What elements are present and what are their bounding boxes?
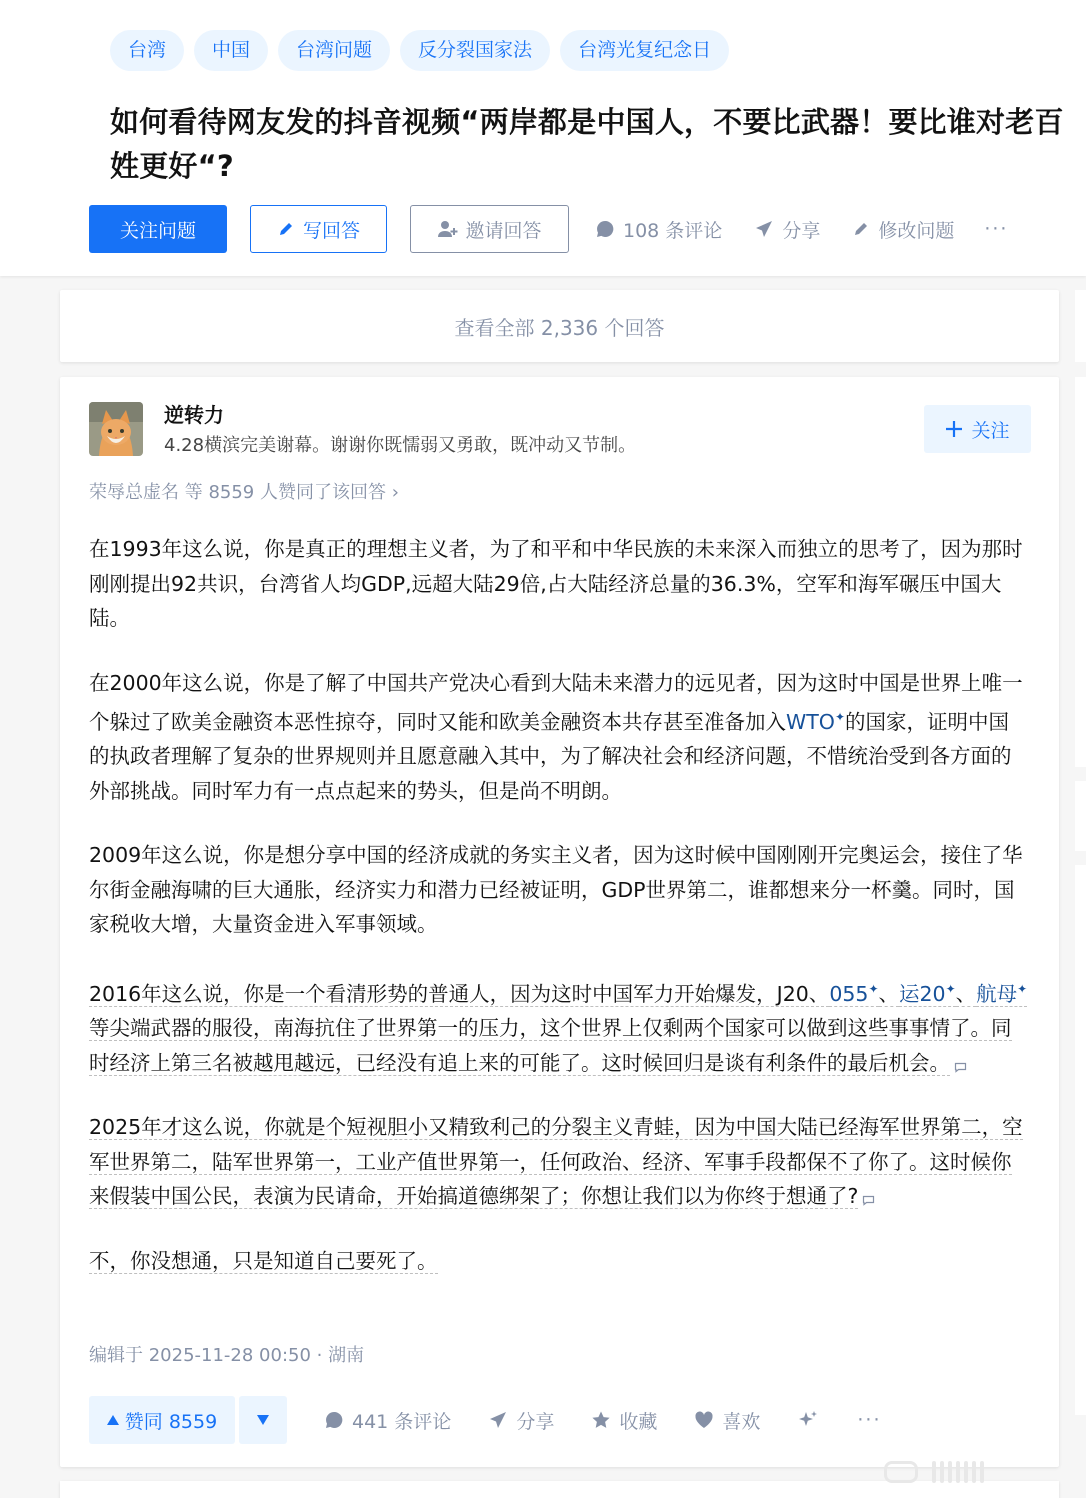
topic-tag[interactable]: 台湾 <box>110 30 184 71</box>
question-share-button[interactable] <box>754 216 820 243</box>
answer-comments-label: 441 条评论 <box>352 1410 452 1433</box>
edit-question-label: 修改问题 <box>878 219 955 242</box>
question-comments-label: 108 条评论 <box>623 219 723 242</box>
answer-comments-button[interactable] <box>324 1407 451 1434</box>
follow-author-button[interactable] <box>924 405 1031 453</box>
triangle-up-icon <box>107 1415 119 1425</box>
sparkle-icon: ✦ <box>945 981 956 996</box>
question-header <box>0 0 1086 276</box>
answer-text: 的国家，证明中国的执政者理解了复杂的世界规则并且愿意融入其中，为了解决社会和经济问题，不惜统治受到各方面的外部挑战。同时军力有一点点起来的势头，但是尚不明朗。 <box>89 709 1012 803</box>
answer-content <box>89 532 1029 1308</box>
heart-icon <box>694 1410 714 1430</box>
follow-question-button[interactable] <box>89 205 227 253</box>
question-actions <box>89 205 1008 253</box>
view-all-answers-button[interactable] <box>60 290 1059 362</box>
avatar[interactable] <box>89 402 143 456</box>
keyword-link-text: 运20 <box>899 981 946 1006</box>
upvote-button[interactable] <box>89 1396 235 1444</box>
sidebar-card-edge <box>1075 290 1086 362</box>
edited-timestamp[interactable]: 编辑于 2025-11-28 00:50 · 湖南 <box>89 1345 365 1366</box>
comment-icon <box>324 1410 344 1430</box>
answer-share-label: 分享 <box>516 1410 555 1433</box>
share-icon <box>754 219 774 239</box>
invite-answer-label: 邀请回答 <box>465 219 542 242</box>
inline-comment-icon[interactable] <box>954 1062 967 1073</box>
answer-text: 2016年这么说，你是一个看清形势的普通人，因为这时中国军力开始爆发，J20、 <box>89 981 830 1006</box>
answer-paragraph <box>89 972 1029 1080</box>
write-answer-label: 写回答 <box>302 219 360 242</box>
topic-tag[interactable]: 中国 <box>194 30 268 71</box>
watermark-bars <box>932 1461 984 1483</box>
answer-text: 、 <box>955 981 977 1006</box>
invite-icon <box>437 219 459 239</box>
plus-icon <box>945 420 963 438</box>
triangle-down-icon <box>257 1415 269 1425</box>
inline-comment-icon[interactable] <box>862 1195 875 1206</box>
topic-tag[interactable]: 台湾光复纪念日 <box>560 30 729 71</box>
follow-question-label: 关注问题 <box>119 219 196 242</box>
answer-paragraph: 在1993年这么说，你是真正的理想主义者，为了和平和中华民族的未来深入而独立的思考了，因为那时刚刚提出92共识，台湾省人均GDP,远超大陆29倍,占大陆经济总量的36.3%，空军和海军碾压中国大陆。 <box>89 537 1023 630</box>
topic-tag[interactable]: 反分裂国家法 <box>400 30 550 71</box>
answer-text: 2025年才这么说，你就是个短视胆小又精致利己的分裂主义青蛙，因为中国大陆已经海军世界第二，空军世界第二，陆军世界第一，工业产值世界第一，任何政治、经济、军事手段都保不了你了。这时候你来假装中国公民，表演为民请命，开始搞道德绑架了；你想让我们以为你终于想通了? <box>89 1115 1023 1209</box>
star-icon <box>591 1410 611 1430</box>
answer-share-button[interactable] <box>488 1407 554 1434</box>
keyword-link-y20[interactable] <box>899 982 956 1007</box>
answer-paragraph: 2009年这么说，你是想分享中国的经济成就的务实主义者，因为这时候中国刚刚开完奥运会，接住了华尔街金融海啸的巨大通胀，经济实力和潜力已经被证明，GDP世界第二，谁都想来分一杯羹。同时，国家税收大增，大量资金进入军事领域。 <box>89 843 1023 937</box>
answer-text: 不，你没想通，只是知道自己要死了。 <box>89 1248 438 1273</box>
keyword-link-carrier[interactable] <box>976 982 1027 1007</box>
write-answer-button[interactable] <box>250 205 387 253</box>
follow-author-label: 关注 <box>971 419 1010 442</box>
keyword-link-text: 055 <box>829 981 869 1006</box>
answer-paragraph <box>89 1110 1029 1214</box>
sparkle-icon: ✦ <box>868 981 879 996</box>
question-more-button[interactable]: ··· <box>984 218 1009 240</box>
author-name[interactable]: 逆转力 <box>164 403 224 427</box>
keyword-link-text: 航母 <box>976 981 1018 1006</box>
edit-icon <box>852 220 870 238</box>
answer-card <box>60 377 1059 1467</box>
invite-answer-button[interactable] <box>410 205 569 253</box>
keyword-link-text: WTO <box>786 709 835 734</box>
keyword-link-wto[interactable] <box>786 710 845 734</box>
sidebar-card-edge <box>1075 781 1086 851</box>
sidebar-card-edge <box>1075 377 1086 767</box>
answer-text: 在2000年这么说，你是了解了中国共产党决心看到大陆未来潜力的远见者，因为这时中国是世界上唯一个躲过了欧美金融资本恶性掠夺，同时又能和欧美金融资本共存甚至准备加入 <box>89 670 1023 734</box>
ai-sparkle-button[interactable] <box>797 1409 819 1431</box>
question-title[interactable]: 如何看待网友发的抖音视频“两岸都是中国人，不要比武器！要比谁对老百姓更好“? <box>110 105 1064 183</box>
upvote-label: 赞同 8559 <box>124 1410 218 1433</box>
watermark <box>884 1452 984 1492</box>
share-icon <box>488 1410 508 1430</box>
answer-more-button[interactable]: ··· <box>857 1409 882 1431</box>
sparkle-icon: ✦ <box>1017 981 1028 996</box>
keyword-link-055[interactable] <box>829 982 878 1007</box>
answer-text: 、 <box>878 981 900 1006</box>
answer-paragraph <box>89 666 1029 809</box>
downvote-button[interactable] <box>239 1396 287 1444</box>
question-share-label: 分享 <box>782 219 821 242</box>
topic-tag[interactable]: 台湾问题 <box>278 30 390 71</box>
sparkle-icon: ✦ <box>834 710 845 724</box>
collect-label: 收藏 <box>619 1410 658 1433</box>
pencil-icon <box>277 220 295 238</box>
answer-paragraph <box>89 1244 1029 1279</box>
topic-list <box>110 30 729 71</box>
sidebar-card-edge <box>1075 865 1086 1415</box>
answer-actions <box>89 1396 881 1444</box>
comment-icon <box>595 219 615 239</box>
view-all-answers-label: 查看全部 2,336 个回答 <box>454 315 665 340</box>
like-label: 喜欢 <box>722 1410 761 1433</box>
edit-question-button[interactable] <box>852 216 954 243</box>
author-bio: 4.28横滨完美谢幕。谢谢你既懦弱又勇敢，既冲动又节制。 <box>164 435 637 456</box>
question-comments-button[interactable] <box>595 216 722 243</box>
like-button[interactable] <box>694 1407 760 1434</box>
voters-summary[interactable]: 荣辱总虚名 等 8559 人赞同了该回答 › <box>89 482 399 503</box>
answer-text: 等尖端武器的服役，南海抗住了世界第一的压力，这个世界上仅剩两个国家可以做到这些事事情了。同时经济上第三名被越甩越远，已经没有追上来的可能了。这时候回归是谈有利条件的最后机会。 <box>89 1016 1012 1075</box>
watermark-shape <box>884 1461 918 1483</box>
collect-button[interactable] <box>591 1407 657 1434</box>
sparkle-icon <box>797 1409 819 1431</box>
